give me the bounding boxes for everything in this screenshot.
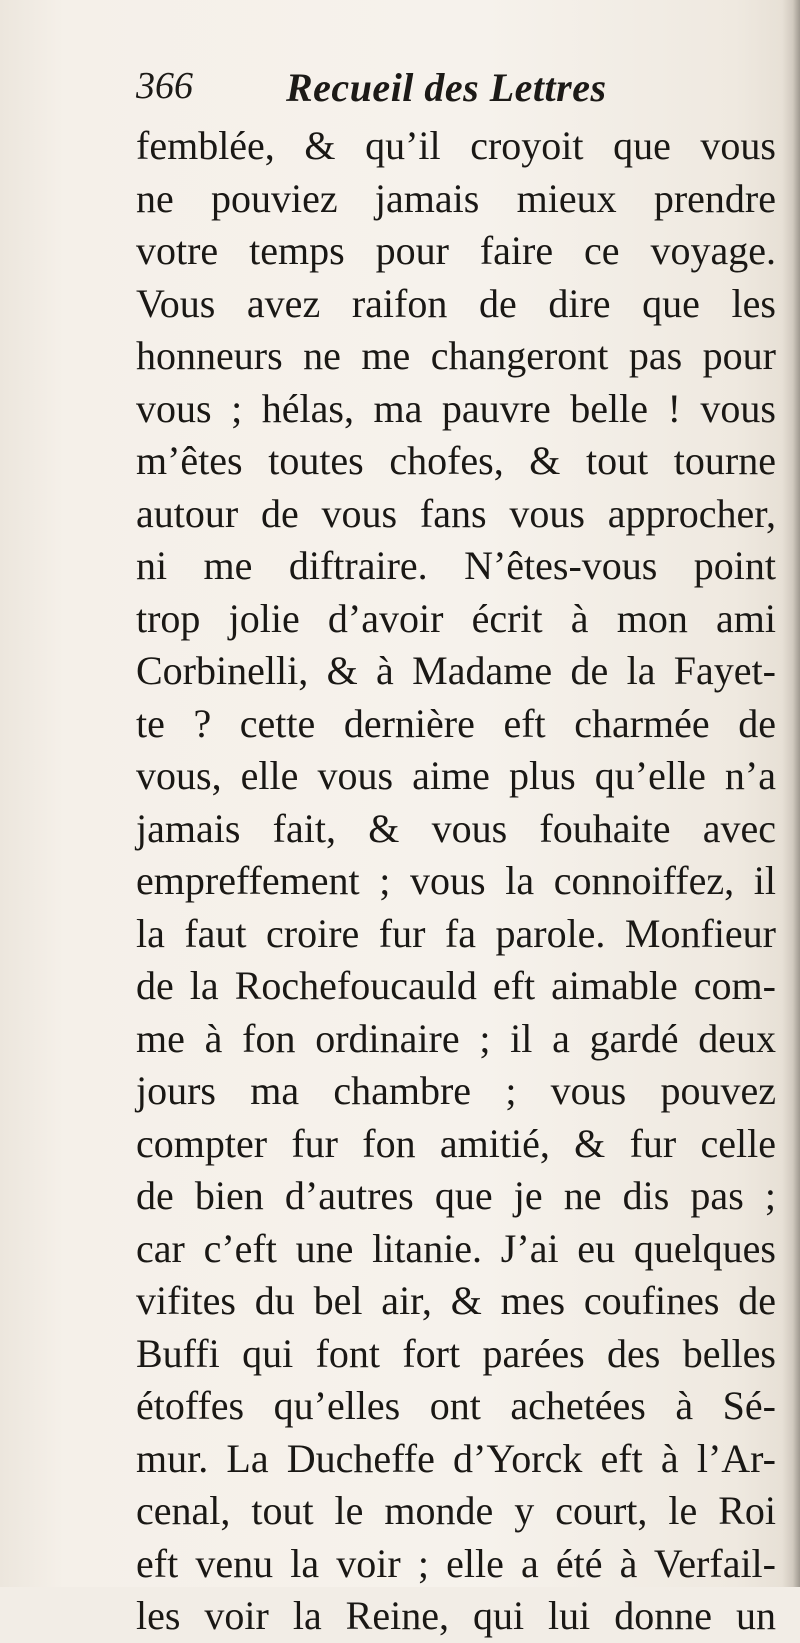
text-line: Corbinelli, & à Madame de la Fayet- — [136, 648, 776, 693]
text-line: votre temps pour faire ce voyage. — [136, 228, 776, 273]
text-line: empreffement ; vous la connoiffez, il — [136, 858, 776, 903]
page-gutter-shadow — [782, 0, 800, 1587]
text-line: Vous avez raifon de dire que les — [136, 280, 776, 326]
running-title: Recueil des Lettres — [286, 65, 607, 110]
text-line: les voir la Reine, qui lui donne un — [136, 1593, 776, 1638]
page-header — [136, 64, 676, 114]
text-line: étoffes qu’elles ont achetées à Sé- — [136, 1383, 776, 1428]
text-line: de bien d’autres que je ne dis pas ; — [136, 1173, 776, 1218]
text-line: m’êtes toutes chofes, & tout tourne — [136, 438, 776, 483]
text-line: vous ; hélas, ma pauvre belle ! vous — [136, 385, 776, 431]
text-line: ne pouviez jamais mieux prendre — [136, 175, 776, 221]
text-line: te ? cette dernière eft charmée de — [136, 700, 776, 746]
text-line: jamais fait, & vous fouhaite avec — [136, 805, 776, 851]
text-line: mur. La Ducheffe d’Yorck eft à l’Ar- — [136, 1435, 776, 1481]
text-line: Buffi qui font fort parées des belles — [136, 1330, 776, 1376]
text-line: honneurs ne me changeront pas pour — [136, 333, 776, 378]
text-line: eft venu la voir ; elle a été à Verfail- — [136, 1540, 776, 1586]
text-line: la faut croire fur fa parole. Monfieur — [136, 910, 776, 956]
text-line: vifites du bel air, & mes coufines de — [136, 1278, 776, 1323]
text-line: autour de vous fans vous approcher, — [136, 490, 776, 536]
text-line: jours ma chambre ; vous pouvez — [136, 1068, 776, 1113]
text-line: compter fur fon amitié, & fur celle — [136, 1120, 776, 1166]
text-line: cenal, tout le monde y court, le Roi — [136, 1488, 776, 1533]
body-text — [136, 120, 776, 1643]
text-line: femblée, & qu’il croyoit que vous — [136, 123, 776, 168]
text-line: de la Rochefoucauld eft aimable com- — [136, 963, 776, 1008]
text-line: me à fon ordinaire ; il a gardé deux — [136, 1015, 776, 1061]
page-number: 366 — [136, 65, 193, 107]
text-line: car c’eft une litanie. J’ai eu quelques — [136, 1225, 776, 1271]
text-line: vous, elle vous aime plus qu’elle n’a — [136, 753, 776, 798]
text-line: ni me diftraire. N’êtes-vous point — [136, 543, 776, 588]
text-line: trop jolie d’avoir écrit à mon ami — [136, 595, 776, 641]
